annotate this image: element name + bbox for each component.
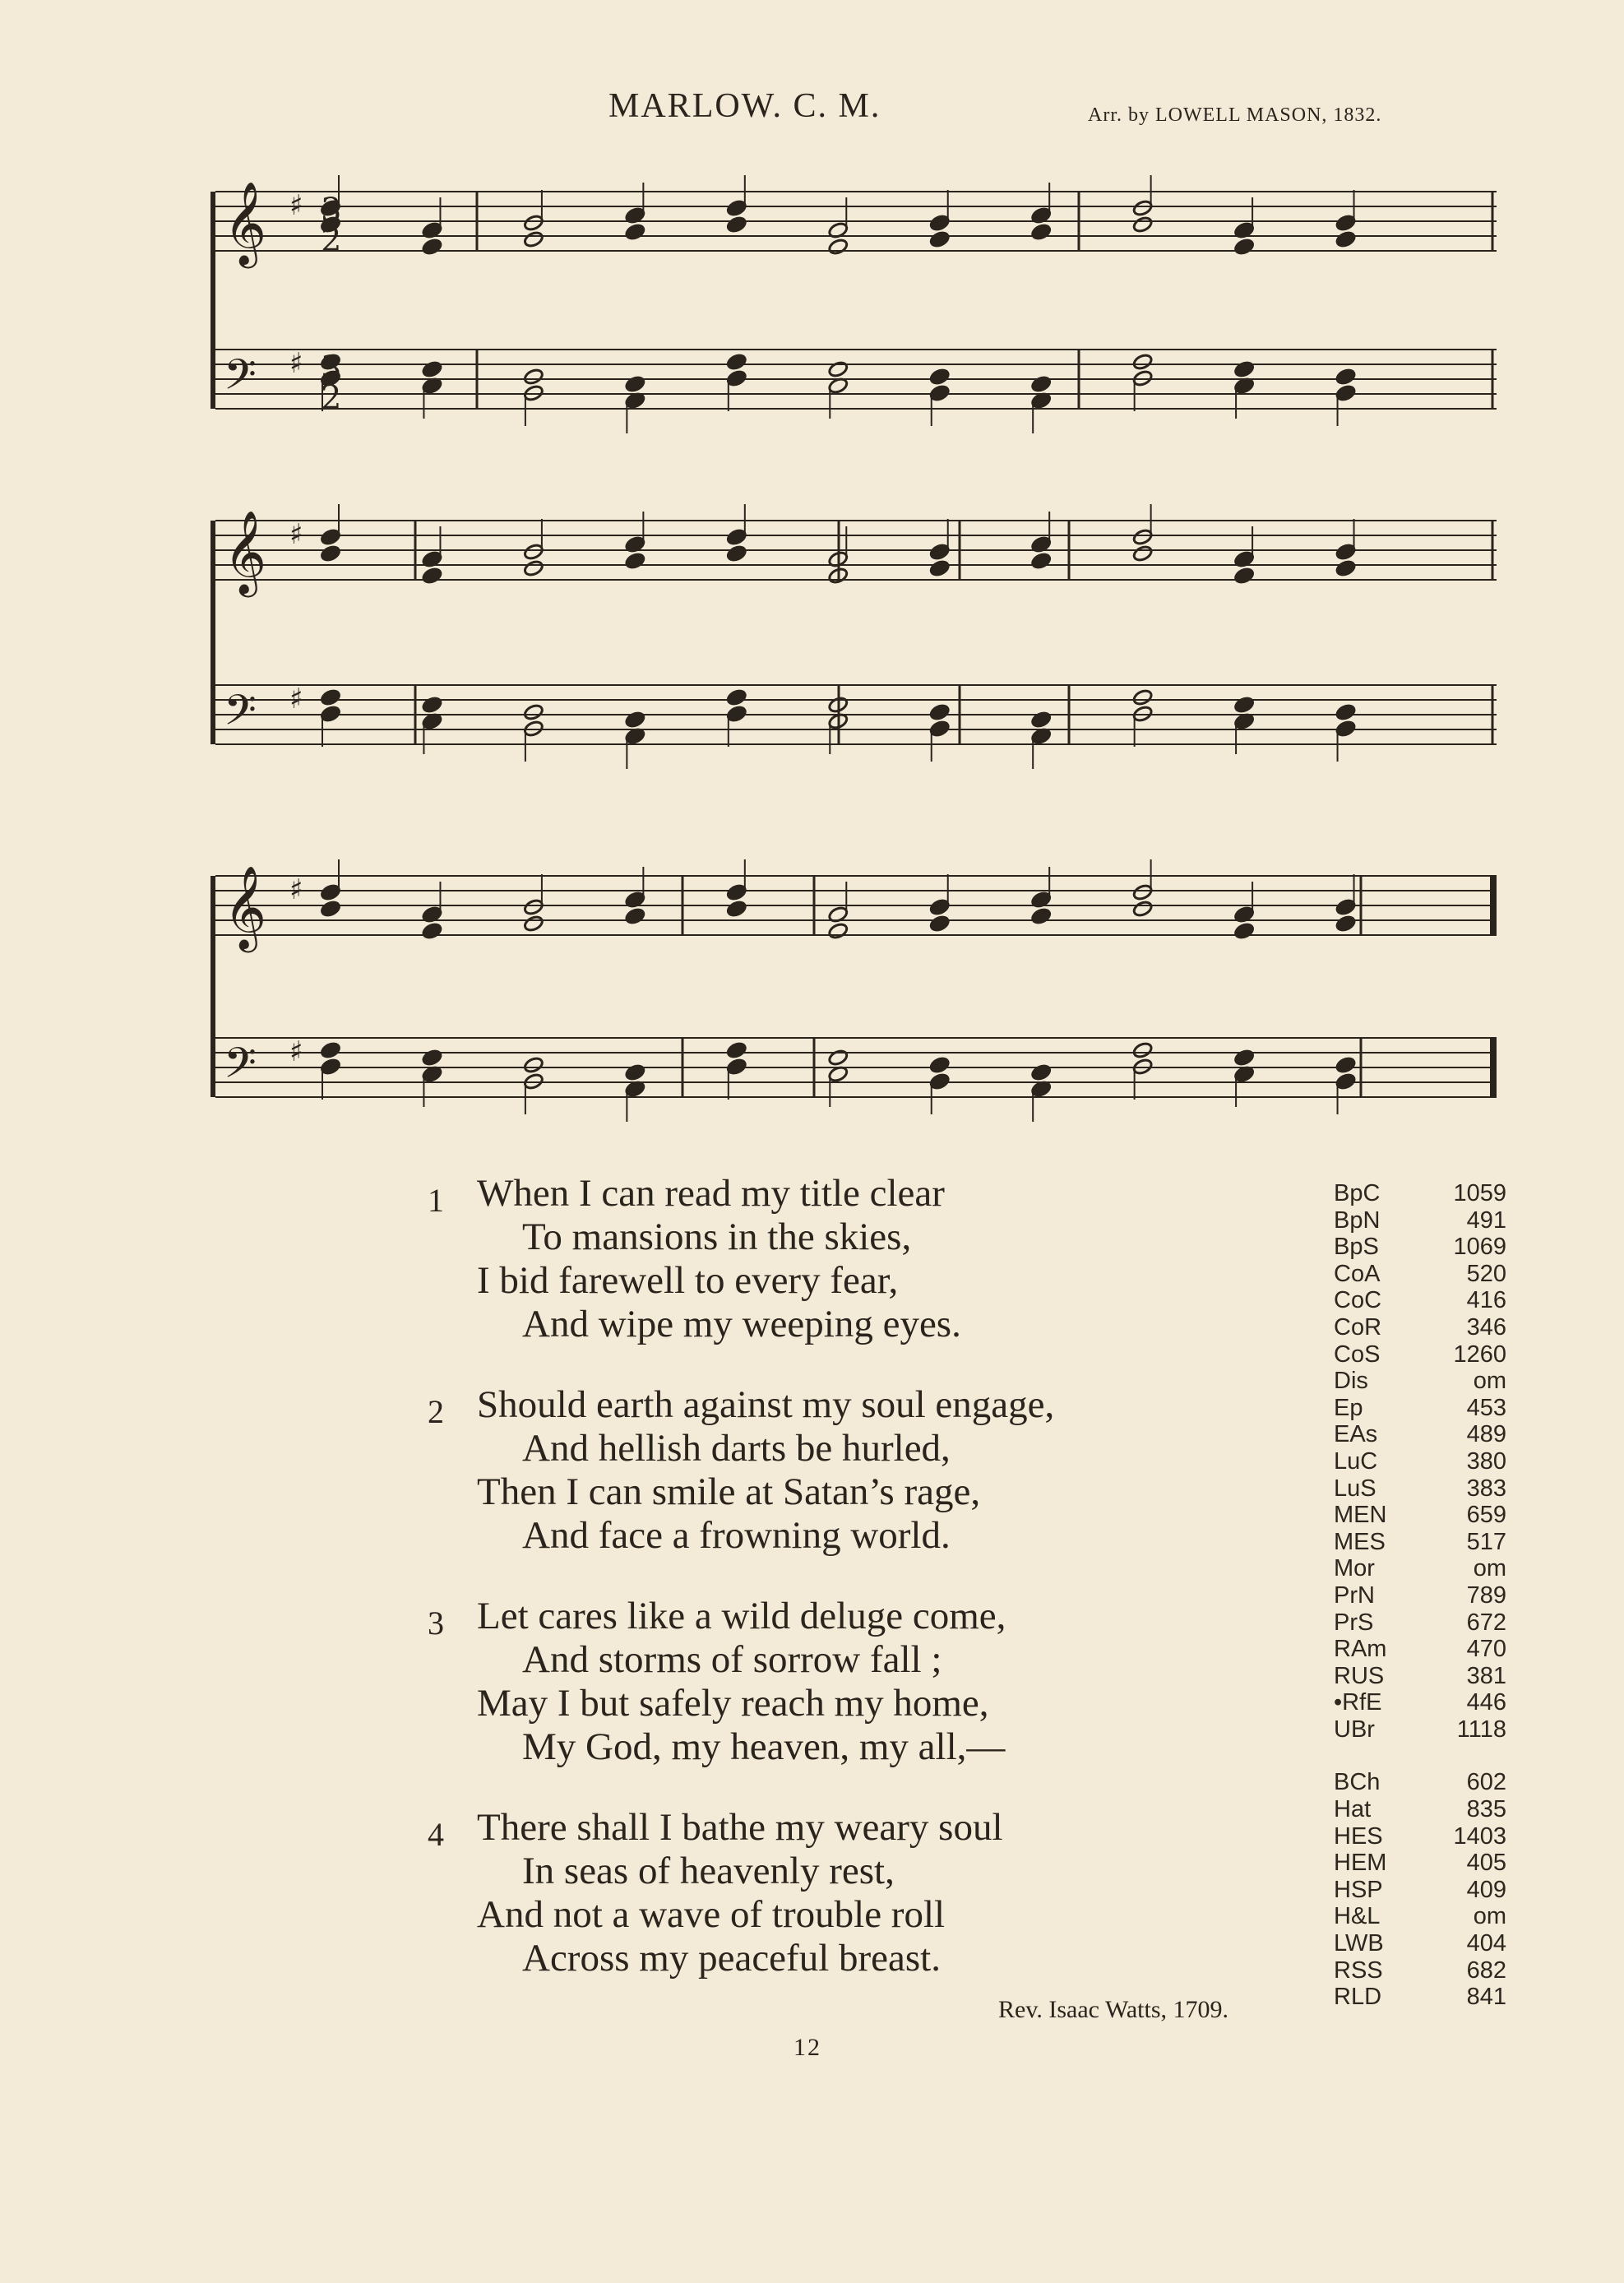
reference-row: [1334, 1207, 1506, 1234]
note-head: [422, 567, 443, 585]
treble-clef: 𝄞: [224, 864, 267, 949]
note-head: [523, 368, 544, 386]
reference-number: 789: [1466, 1581, 1506, 1609]
music-score: [0, 0, 1624, 1135]
note-head: [929, 230, 951, 248]
note-head: [1132, 688, 1154, 706]
reference-number: 453: [1466, 1394, 1506, 1421]
system-bracket: [211, 876, 215, 1097]
note-head: [1132, 215, 1154, 234]
reference-code: CoR: [1334, 1313, 1382, 1341]
reference-row: [1334, 1903, 1506, 1930]
reference-code: PrN: [1334, 1581, 1375, 1609]
reference-number: 1118: [1456, 1716, 1506, 1743]
note-head: [929, 1056, 951, 1074]
note-head: [422, 696, 443, 714]
reference-code: EAs: [1334, 1421, 1378, 1448]
reference-row: [1334, 1502, 1506, 1529]
note-head: [320, 688, 341, 706]
reference-code: Hat: [1334, 1796, 1372, 1823]
reference-code: PrS: [1334, 1609, 1374, 1636]
key-sharp: ♯: [289, 518, 303, 551]
note-head: [827, 360, 849, 378]
note-head: [1030, 1063, 1052, 1081]
reference-row: [1334, 1769, 1506, 1796]
verse-line: I bid farewell to every fear,: [477, 1259, 899, 1302]
reference-code: Ep: [1334, 1394, 1363, 1421]
verse-line: Should earth against my soul engage,: [477, 1383, 1055, 1426]
tune-title: MARLOW. C. M.: [608, 87, 881, 125]
stanza-number: 3: [428, 1605, 444, 1642]
key-sharp: ♯: [289, 347, 303, 380]
reference-number: om: [1473, 1368, 1506, 1395]
reference-number: 682: [1466, 1957, 1506, 1984]
reference-number: 404: [1466, 1930, 1506, 1957]
reference-code: BpC: [1334, 1180, 1381, 1206]
note-head: [726, 1041, 747, 1059]
stanza-number: 1: [428, 1182, 444, 1219]
reference-number: 405: [1466, 1850, 1506, 1877]
note-head: [1233, 922, 1255, 940]
note-head: [1233, 567, 1255, 585]
reference-row: [1334, 1261, 1506, 1288]
reference-row: [1334, 1930, 1506, 1957]
reference-row: [1334, 1850, 1506, 1877]
note-head: [1132, 544, 1154, 563]
reference-row: [1334, 1984, 1506, 2011]
note-head: [929, 559, 951, 577]
reference-code: CoC: [1334, 1287, 1382, 1314]
key-sharp: ♯: [289, 189, 303, 222]
reference-code: MES: [1334, 1528, 1386, 1555]
reference-row: [1334, 1475, 1506, 1503]
note-head: [1335, 915, 1357, 933]
system-bracket: [211, 521, 215, 744]
note-head: [1030, 375, 1052, 393]
note-head: [1030, 223, 1052, 241]
reference-row: [1334, 1180, 1506, 1207]
reference-number: 520: [1466, 1260, 1506, 1287]
reference-number: 1403: [1453, 1822, 1506, 1850]
note-head: [523, 915, 544, 933]
staff-lines: [215, 192, 1497, 1097]
reference-group-2: [1334, 1769, 1506, 2010]
note-heads: [320, 175, 1356, 1122]
verse-line: And hellish darts be hurled,: [522, 1427, 951, 1470]
hymnal-references: [1334, 1180, 1506, 2011]
note-head: [624, 1063, 645, 1081]
note-head: [523, 703, 544, 721]
reference-code: LuS: [1334, 1475, 1376, 1502]
note-head: [422, 238, 443, 256]
stanza-1: [428, 1172, 1291, 1346]
arranger-credit: Arr. by LOWELL MASON, 1832.: [1088, 104, 1382, 126]
reference-number: om: [1473, 1903, 1506, 1930]
note-head: [422, 922, 443, 940]
note-head: [1030, 711, 1052, 729]
note-head: [929, 368, 951, 386]
reference-code: BpS: [1334, 1234, 1379, 1261]
reference-number: 446: [1466, 1689, 1506, 1716]
verse-line: And wipe my weeping eyes.: [522, 1303, 961, 1345]
time-signature: 3: [321, 350, 342, 387]
reference-code: •RfE: [1334, 1689, 1382, 1716]
reference-code: HES: [1334, 1822, 1383, 1850]
verse-line: My God, my heaven, my all,—: [522, 1725, 1006, 1768]
note-head: [726, 900, 747, 918]
note-head: [1132, 353, 1154, 371]
reference-row: [1334, 1448, 1506, 1475]
reference-number: 841: [1466, 1984, 1506, 2011]
note-head: [624, 375, 645, 393]
reference-gap: [1334, 1743, 1506, 1769]
bass-clef: 𝄢: [224, 1038, 257, 1098]
reference-row: [1334, 1636, 1506, 1663]
page-number: 12: [793, 2034, 821, 2061]
verse-line: When I can read my title clear: [477, 1172, 945, 1215]
verse-line: Let cares like a wild deluge come,: [477, 1595, 1006, 1637]
key-sharp: ♯: [289, 873, 303, 906]
treble-clef: 𝄞: [224, 509, 267, 594]
reference-number: 1059: [1453, 1180, 1506, 1206]
time-signature: 3: [321, 192, 342, 229]
reference-number: 602: [1466, 1769, 1506, 1796]
note-head: [1233, 238, 1255, 256]
note-head: [1335, 230, 1357, 248]
note-head: [1335, 1056, 1357, 1074]
hymn-text: [428, 1172, 1291, 2017]
reference-row: [1334, 1368, 1506, 1395]
note-head: [624, 223, 645, 241]
reference-row: [1334, 1555, 1506, 1582]
note-head: [1335, 703, 1357, 721]
note-head: [1335, 559, 1357, 577]
verse-line: And face a frowning world.: [522, 1514, 951, 1557]
reference-code: UBr: [1334, 1716, 1375, 1743]
verse-line: Across my peaceful breast.: [522, 1937, 941, 1980]
bass-clef: 𝄢: [224, 350, 257, 410]
note-head: [929, 915, 951, 933]
note-head: [523, 1056, 544, 1074]
reference-code: HSP: [1334, 1876, 1383, 1903]
reference-row: [1334, 1582, 1506, 1609]
reference-code: Mor: [1334, 1555, 1375, 1582]
reference-number: 381: [1466, 1662, 1506, 1689]
note-head: [624, 711, 645, 729]
verse-line: And storms of sorrow fall ;: [522, 1638, 942, 1681]
reference-code: RLD: [1334, 1984, 1382, 2011]
reference-number: 489: [1466, 1421, 1506, 1448]
reference-code: Dis: [1334, 1368, 1368, 1395]
reference-code: RAm: [1334, 1636, 1387, 1663]
note-head: [1030, 907, 1052, 925]
note-head: [624, 552, 645, 570]
reference-row: [1334, 1529, 1506, 1556]
reference-code: RUS: [1334, 1662, 1385, 1689]
note-head: [523, 559, 544, 577]
note-head: [929, 703, 951, 721]
reference-row: [1334, 1957, 1506, 1984]
final-bar: [1490, 876, 1497, 935]
key-sharp: ♯: [289, 683, 303, 715]
verse-line: To mansions in the skies,: [522, 1216, 912, 1258]
verse-line: In seas of heavenly rest,: [522, 1850, 895, 1892]
reference-code: RSS: [1334, 1957, 1383, 1984]
stanza-3: [428, 1595, 1291, 1769]
reference-number: 416: [1466, 1287, 1506, 1314]
reference-row: [1334, 1234, 1506, 1261]
reference-number: 659: [1466, 1502, 1506, 1529]
clef-signs: [224, 180, 341, 1098]
reference-row: [1334, 1395, 1506, 1422]
reference-number: 835: [1466, 1796, 1506, 1823]
reference-row: [1334, 1314, 1506, 1341]
note-head: [1132, 1041, 1154, 1059]
reference-code: CoA: [1334, 1260, 1381, 1287]
reference-row: [1334, 1287, 1506, 1314]
final-bar: [1490, 1038, 1497, 1097]
note-head: [624, 907, 645, 925]
stanza-number: 2: [428, 1393, 444, 1430]
note-head: [320, 900, 341, 918]
reference-number: 470: [1466, 1636, 1506, 1663]
reference-number: 491: [1466, 1206, 1506, 1234]
verse-line: Then I can smile at Satan’s rage,: [477, 1470, 981, 1513]
verse-line: And not a wave of trouble roll: [477, 1893, 946, 1936]
reference-code: BpN: [1334, 1206, 1381, 1234]
reference-row: [1334, 1796, 1506, 1823]
note-head: [320, 544, 341, 563]
reference-group-1: [1334, 1180, 1506, 1743]
reference-code: HEM: [1334, 1850, 1387, 1877]
stanza-2: [428, 1383, 1291, 1558]
hymn-author: Rev. Isaac Watts, 1709.: [998, 1996, 1229, 2023]
note-head: [1233, 1049, 1255, 1067]
reference-code: LWB: [1334, 1930, 1384, 1957]
reference-number: 1260: [1453, 1341, 1506, 1368]
treble-clef: 𝄞: [224, 180, 267, 265]
key-sharp: ♯: [289, 1035, 303, 1068]
reference-number: om: [1473, 1555, 1506, 1582]
reference-number: 380: [1466, 1447, 1506, 1475]
reference-row: [1334, 1609, 1506, 1637]
note-head: [1233, 696, 1255, 714]
note-head: [827, 1049, 849, 1067]
reference-row: [1334, 1421, 1506, 1448]
system-brackets: [211, 192, 1497, 1097]
note-head: [1233, 360, 1255, 378]
stanza-number: 4: [428, 1816, 444, 1853]
bass-clef: 𝄢: [224, 685, 257, 745]
reference-row: [1334, 1341, 1506, 1368]
reference-number: 517: [1466, 1528, 1506, 1555]
reference-number: 1069: [1453, 1234, 1506, 1261]
time-signature: 2: [321, 379, 342, 417]
note-head: [1030, 552, 1052, 570]
reference-code: CoS: [1334, 1341, 1381, 1368]
reference-row: [1334, 1716, 1506, 1744]
note-head: [320, 1041, 341, 1059]
note-head: [422, 1049, 443, 1067]
reference-code: H&L: [1334, 1903, 1381, 1930]
note-head: [1335, 368, 1357, 386]
reference-row: [1334, 1689, 1506, 1716]
note-head: [726, 215, 747, 234]
note-head: [726, 544, 747, 563]
system-bracket: [211, 192, 215, 409]
reference-number: 409: [1466, 1876, 1506, 1903]
reference-number: 383: [1466, 1475, 1506, 1502]
note-head: [1132, 900, 1154, 918]
note-head: [827, 238, 849, 256]
reference-number: 672: [1466, 1609, 1506, 1636]
reference-code: BCh: [1334, 1769, 1381, 1796]
reference-row: [1334, 1877, 1506, 1904]
note-head: [726, 688, 747, 706]
stanza-4: [428, 1806, 1291, 1980]
reference-row: [1334, 1663, 1506, 1690]
note-head: [726, 353, 747, 371]
time-signature: 2: [321, 221, 342, 259]
note-head: [523, 230, 544, 248]
note-head: [827, 922, 849, 940]
verse-line: May I but safely reach my home,: [477, 1682, 989, 1725]
reference-code: MEN: [1334, 1502, 1387, 1529]
reference-code: LuC: [1334, 1447, 1378, 1475]
reference-number: 346: [1466, 1313, 1506, 1341]
reference-row: [1334, 1823, 1506, 1850]
note-head: [422, 360, 443, 378]
verse-line: There shall I bathe my weary soul: [477, 1806, 1003, 1849]
